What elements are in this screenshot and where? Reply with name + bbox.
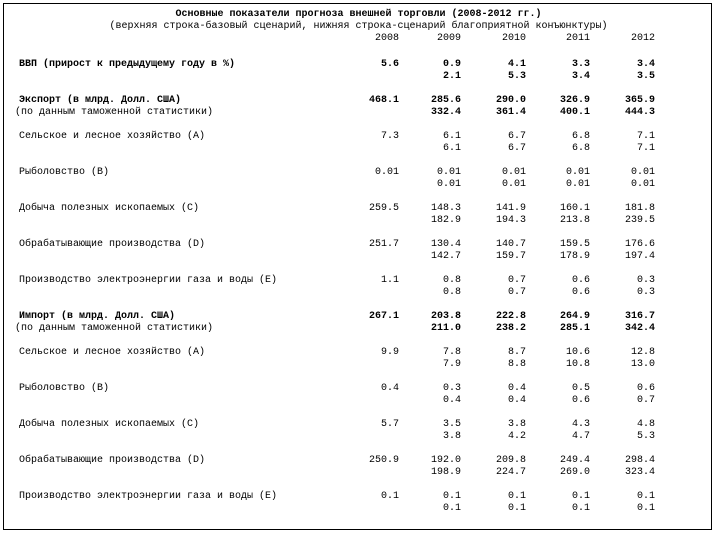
cell-base: 267.1: [368, 311, 399, 322]
cell-base: 250.9: [368, 455, 399, 466]
cell-base: 316.7: [624, 311, 655, 322]
cell-base: 290.0: [495, 95, 526, 106]
cell-base: 0.1: [442, 491, 461, 502]
cell-favorable: 6.7: [507, 143, 526, 154]
row-label: Обрабатывающие производства (D): [19, 455, 206, 466]
year-2008: 2008: [374, 33, 399, 44]
year-2012: 2012: [630, 33, 655, 44]
cell-favorable: 7.9: [442, 359, 461, 370]
cell-favorable: 0.01: [436, 179, 461, 190]
row-label: Сельское и лесное хозяйство (А): [19, 347, 206, 358]
table-row-alt: [4, 395, 713, 407]
cell-base: 7.1: [636, 131, 655, 142]
table-row-alt: [4, 71, 713, 83]
table-row: [4, 455, 713, 467]
cell-favorable: 0.01: [630, 179, 655, 190]
row-label: Экспорт (в млрд. Долл. США): [19, 95, 182, 106]
table-row: [4, 239, 713, 251]
table-subtitle: (верхняя строка-базовый сценарий, нижняя строка-сценарий благоприятной конъюнктуры): [109, 21, 608, 32]
cell-favorable: 159.7: [495, 251, 526, 262]
cell-base: 8.7: [507, 347, 526, 358]
cell-base: 365.9: [624, 95, 655, 106]
cell-base: 285.6: [430, 95, 461, 106]
cell-base: 5.6: [380, 59, 399, 70]
cell-base: 222.8: [495, 311, 526, 322]
cell-favorable: 400.1: [559, 107, 590, 118]
cell-base: 0.1: [636, 491, 655, 502]
cell-base: 5.7: [380, 419, 399, 430]
cell-base: 0.01: [501, 167, 526, 178]
cell-favorable: 0.7: [636, 395, 655, 406]
cell-base: 0.4: [507, 383, 526, 394]
table-row: [4, 383, 713, 395]
cell-base: 3.4: [636, 59, 655, 70]
cell-favorable: 224.7: [495, 467, 526, 478]
cell-favorable: 5.3: [636, 431, 655, 442]
cell-base: 3.8: [507, 419, 526, 430]
cell-base: 326.9: [559, 95, 590, 106]
year-2010: 2010: [501, 33, 526, 44]
cell-favorable: 178.9: [559, 251, 590, 262]
cell-favorable: 0.4: [507, 395, 526, 406]
cell-favorable: 285.1: [559, 323, 590, 334]
table-row-alt: [4, 503, 713, 515]
cell-base: 3.5: [442, 419, 461, 430]
cell-base: 0.5: [571, 383, 590, 394]
cell-favorable: 361.4: [495, 107, 526, 118]
table-row-alt: [4, 215, 713, 227]
cell-base: 10.6: [565, 347, 590, 358]
row-label: Рыболовство (В): [19, 383, 110, 394]
cell-favorable: 6.1: [442, 143, 461, 154]
cell-base: 7.3: [380, 131, 399, 142]
cell-favorable: 0.3: [636, 287, 655, 298]
cell-favorable: 0.01: [565, 179, 590, 190]
cell-favorable: 3.4: [571, 71, 590, 82]
cell-base: 203.8: [430, 311, 461, 322]
cell-favorable: 342.4: [624, 323, 655, 334]
cell-favorable: 2.1: [442, 71, 461, 82]
cell-base: 249.4: [559, 455, 590, 466]
cell-base: 9.9: [380, 347, 399, 358]
table-title: Основные показатели прогноза внешней торговли (2008-2012 гг.): [175, 9, 542, 20]
cell-favorable: 0.4: [442, 395, 461, 406]
cell-base: 6.7: [507, 131, 526, 142]
table-row: [4, 311, 713, 323]
row-label: Производство электроэнергии газа и воды (Е): [19, 275, 278, 286]
cell-base: 0.01: [436, 167, 461, 178]
table-row: [4, 203, 713, 215]
row-label: Рыболовство (В): [19, 167, 110, 178]
table-row-alt: [4, 323, 713, 335]
year-header: [4, 33, 713, 45]
table-row-alt: [4, 287, 713, 299]
cell-base: 4.1: [507, 59, 526, 70]
cell-base: 6.1: [442, 131, 461, 142]
cell-favorable: 0.1: [507, 503, 526, 514]
cell-base: 148.3: [430, 203, 461, 214]
cell-base: 0.01: [374, 167, 399, 178]
cell-base: 0.3: [442, 383, 461, 394]
cell-favorable: 323.4: [624, 467, 655, 478]
cell-favorable: 4.7: [571, 431, 590, 442]
cell-favorable: 0.6: [571, 287, 590, 298]
table-row-alt: [4, 107, 713, 119]
cell-base: 0.01: [630, 167, 655, 178]
table-row-alt: [4, 467, 713, 479]
row-label: Импорт (в млрд. Долл. США): [19, 311, 176, 322]
cell-base: 1.1: [380, 275, 399, 286]
cell-favorable: 3.5: [636, 71, 655, 82]
cell-base: 176.6: [624, 239, 655, 250]
cell-base: 0.6: [571, 275, 590, 286]
cell-base: 0.9: [442, 59, 461, 70]
table-row: [4, 491, 713, 503]
cell-favorable: 3.8: [442, 431, 461, 442]
cell-base: 264.9: [559, 311, 590, 322]
cell-favorable: 0.7: [507, 287, 526, 298]
cell-base: 3.3: [571, 59, 590, 70]
cell-favorable: 5.3: [507, 71, 526, 82]
cell-base: 4.3: [571, 419, 590, 430]
cell-favorable: 444.3: [624, 107, 655, 118]
cell-base: 0.3: [636, 275, 655, 286]
cell-base: 468.1: [368, 95, 399, 106]
cell-base: 0.1: [571, 491, 590, 502]
cell-base: 12.8: [630, 347, 655, 358]
year-2009: 2009: [436, 33, 461, 44]
cell-base: 0.6: [636, 383, 655, 394]
cell-base: 160.1: [559, 203, 590, 214]
table-row-alt: [4, 179, 713, 191]
cell-base: 6.8: [571, 131, 590, 142]
cell-favorable: 7.1: [636, 143, 655, 154]
cell-base: 0.1: [507, 491, 526, 502]
cell-favorable: 211.0: [430, 323, 461, 334]
row-label: Добыча полезных ископаемых (С): [19, 203, 200, 214]
document-frame: [3, 3, 712, 530]
cell-base: 130.4: [430, 239, 461, 250]
table-row-alt: [4, 431, 713, 443]
cell-favorable: 10.8: [565, 359, 590, 370]
cell-favorable: 0.1: [442, 503, 461, 514]
table-row-alt: [4, 251, 713, 263]
row-label: Сельское и лесное хозяйство (А): [19, 131, 206, 142]
cell-base: 0.1: [380, 491, 399, 502]
cell-base: 0.01: [565, 167, 590, 178]
cell-base: 209.8: [495, 455, 526, 466]
cell-favorable: 239.5: [624, 215, 655, 226]
cell-base: 251.7: [368, 239, 399, 250]
cell-favorable: 213.8: [559, 215, 590, 226]
cell-favorable: 13.0: [630, 359, 655, 370]
cell-base: 192.0: [430, 455, 461, 466]
cell-favorable: 6.8: [571, 143, 590, 154]
cell-favorable: 332.4: [430, 107, 461, 118]
cell-base: 141.9: [495, 203, 526, 214]
row-label: Обрабатывающие производства (D): [19, 239, 206, 250]
table-row-alt: [4, 143, 713, 155]
table-row: [4, 347, 713, 359]
cell-favorable: 238.2: [495, 323, 526, 334]
cell-favorable: 194.3: [495, 215, 526, 226]
table-row: [4, 275, 713, 287]
table-row: [4, 419, 713, 431]
table-row: [4, 59, 713, 71]
cell-base: 140.7: [495, 239, 526, 250]
cell-favorable: 198.9: [430, 467, 461, 478]
row-sublabel: (по данным таможенной статистики): [15, 323, 214, 334]
row-label: Производство электроэнергии газа и воды (Е): [19, 491, 278, 502]
cell-base: 7.8: [442, 347, 461, 358]
table-row: [4, 95, 713, 107]
cell-favorable: 197.4: [624, 251, 655, 262]
cell-base: 0.7: [507, 275, 526, 286]
row-label: ВВП (прирост к предыдущему году в %): [19, 59, 236, 70]
cell-favorable: 0.01: [501, 179, 526, 190]
table-row-alt: [4, 359, 713, 371]
cell-favorable: 269.0: [559, 467, 590, 478]
cell-base: 159.5: [559, 239, 590, 250]
cell-favorable: 8.8: [507, 359, 526, 370]
cell-favorable: 0.6: [571, 395, 590, 406]
cell-base: 4.8: [636, 419, 655, 430]
table-row: [4, 167, 713, 179]
cell-base: 0.4: [380, 383, 399, 394]
cell-favorable: 4.2: [507, 431, 526, 442]
year-2011: 2011: [565, 33, 590, 44]
cell-favorable: 0.8: [442, 287, 461, 298]
cell-favorable: 142.7: [430, 251, 461, 262]
cell-base: 0.8: [442, 275, 461, 286]
cell-favorable: 182.9: [430, 215, 461, 226]
cell-base: 259.5: [368, 203, 399, 214]
cell-base: 181.8: [624, 203, 655, 214]
row-label: Добыча полезных ископаемых (С): [19, 419, 200, 430]
row-sublabel: (по данным таможенной статистики): [15, 107, 214, 118]
table-row: [4, 131, 713, 143]
cell-favorable: 0.1: [571, 503, 590, 514]
cell-base: 298.4: [624, 455, 655, 466]
cell-favorable: 0.1: [636, 503, 655, 514]
